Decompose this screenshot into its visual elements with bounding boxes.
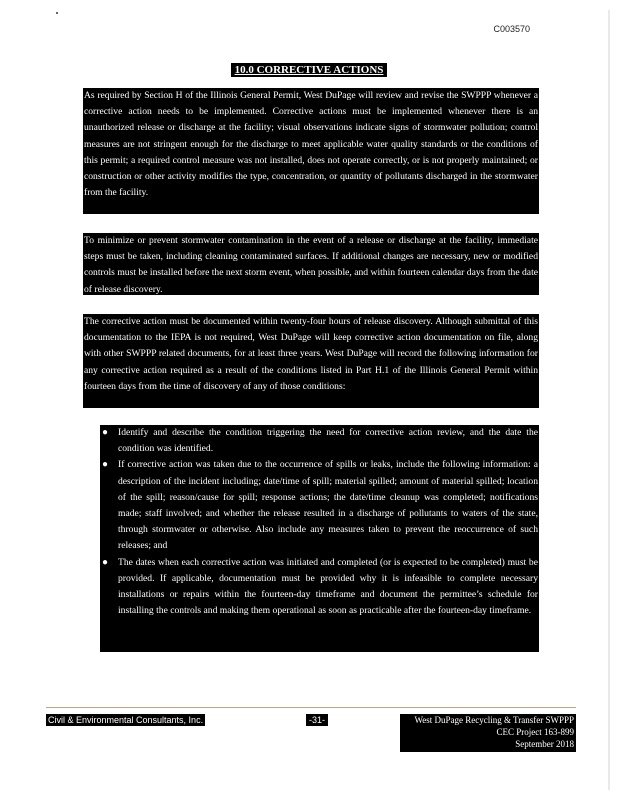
bullet-item — [100, 457, 539, 554]
bullet-text: Identify and describe the condition triggering the need for corrective action review, and the date the condition was identified. — [118, 427, 538, 455]
bullet-item — [100, 555, 539, 620]
footer-project-number: CEC Project 163-899 — [496, 727, 574, 737]
footer-project-info — [400, 714, 576, 752]
bullet-list — [100, 425, 539, 652]
page-number: -31- — [306, 714, 328, 726]
section-heading-container — [0, 60, 618, 78]
bullet-text: The dates when each corrective action was initiated and completed (or is expected to be completed) must be provided. If applicable, documentation must be provided why it is infeasible to complete necessary installations or repairs within the fourteen-day timeframe and document the permittee’s schedule for installing the controls and making them operational as soon as practicable after the fourteen-day timeframe. — [118, 556, 538, 617]
document-id: C003570 — [493, 24, 530, 34]
paragraph-1: As required by Section H of the Illinois General Permit, West DuPage will review and revise the SWPPP whenever a corrective action needs to be implemented. Corrective actions must be implemented whenever there is an unauthorized release or discharge at the facility; visual observations indicate signs of stormwater pollution; control measures are not stringent enough for the discharge to meet applicable water quality standards or the conditions of this permit; a required control measure was not installed, does not operate correctly, or is not properly maintained; or construction or other activity modifies the type, concentration, or quantity of pollutants discharged in the stormwater from the facility. — [83, 88, 539, 214]
footer-project-title: West DuPage Recycling & Transfer SWPPP — [414, 715, 574, 725]
bullet-icon: ● — [102, 427, 109, 438]
paragraph-3: The corrective action must be documented within twenty-four hours of release discovery. Although submittal of this documentation to the IEPA is not required, West DuPage will keep corrective action documentation on file, along with other SWPPP related documents, for at least three years. West DuPage will record the following information for any corrective action required as a result of the conditions listed in Part H.1 of the Illinois General Permit within fourteen days from the time of discovery of any of those conditions: — [83, 314, 539, 408]
bullet-item — [100, 425, 539, 457]
footer-company: Civil & Environmental Consultants, Inc. — [48, 715, 204, 725]
footer-divider — [46, 707, 576, 708]
bullet-text: If corrective action was taken due to the occurrence of spills or leaks, include the following information: a description of the incident including; date/time of spill; material spilled; amount of material spilled; location of the spill; reason/cause for spill; response actions; the date/time cleanup was completed; notifications made; staff involved; and whether the release resulted in a discharge of pollutants to waters of the state, through stormwater or otherwise. Also include any measures taken to prevent the reoccurrence of such releases; and — [118, 459, 538, 552]
section-heading: 10.0 CORRECTIVE ACTIONS — [231, 63, 388, 77]
scan-speck — [56, 12, 58, 14]
scan-edge — [608, 10, 610, 790]
paragraph-2: To minimize or prevent stormwater contamination in the event of a release or discharge at the facility, immediate steps must be taken, including cleaning contaminated surfaces. If additional changes are necessary, new or modified controls must be installed before the next storm event, when possible, and within fourteen calendar days from the date of release discovery. — [84, 235, 538, 295]
footer-date: September 2018 — [515, 739, 574, 749]
bullet-icon: ● — [102, 556, 109, 568]
bullet-icon: ● — [102, 459, 109, 471]
